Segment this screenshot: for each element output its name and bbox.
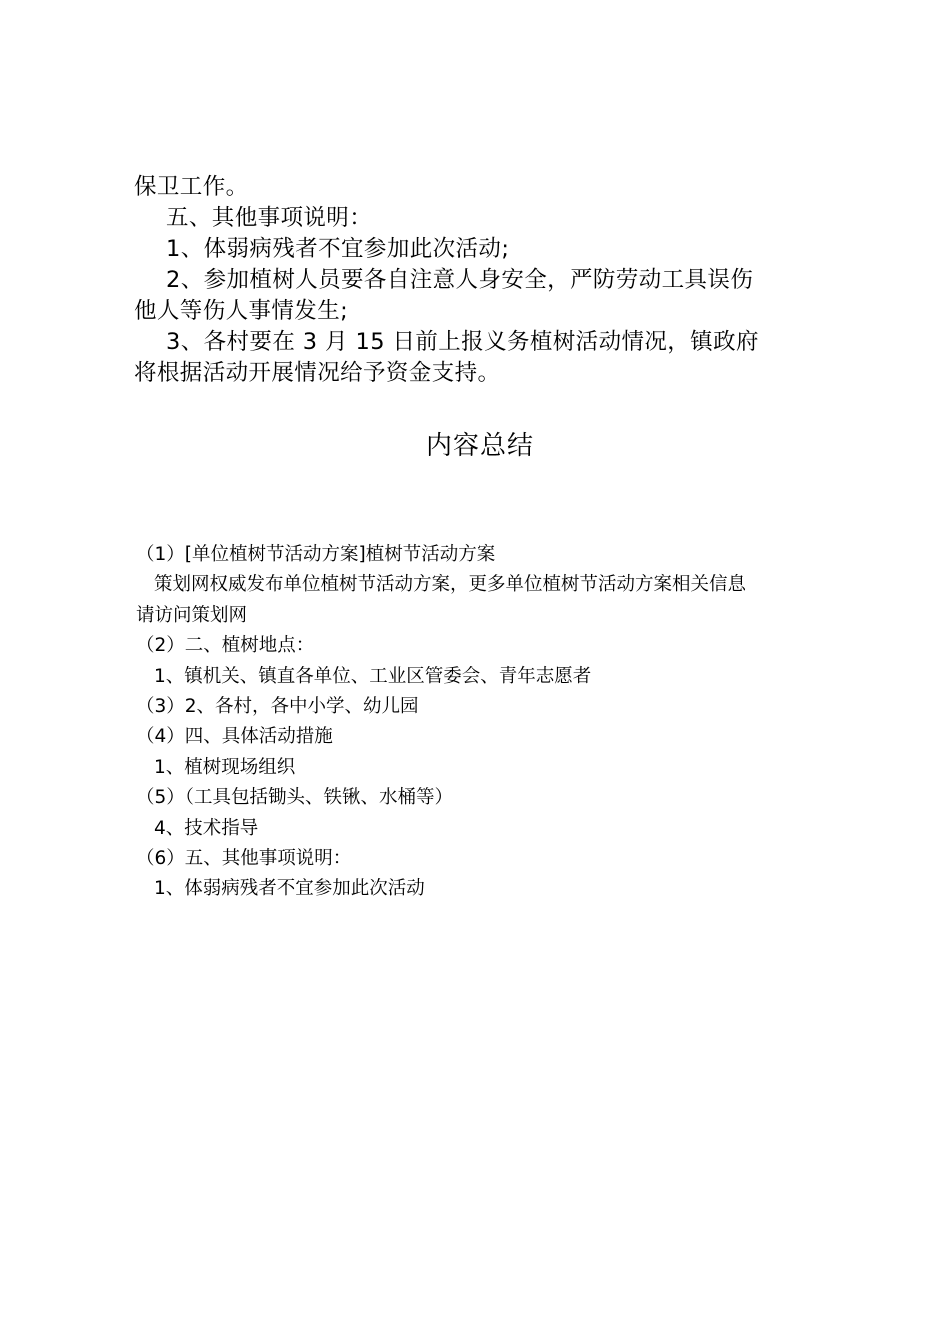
body-text xyxy=(134,172,824,389)
body-line: 将根据活动开展情况给予资金支持。 xyxy=(134,360,501,386)
summary-item: （6）五、其他事项说明： xyxy=(136,848,352,870)
summary-item-description: 策划网权威发布单位植树节活动方案，更多单位植树节活动方案相关信息 xyxy=(154,574,747,596)
summary-sub-item: 1、体弱病残者不宜参加此次活动 xyxy=(154,878,425,900)
body-line: 2、参加植树人员要各自注意人身安全，严防劳动工具误伤 xyxy=(166,267,754,293)
summary-sub-item: 1、植树现场组织 xyxy=(154,756,296,778)
summary-item: （1）[单位植树节活动方案]植树节活动方案 xyxy=(136,544,496,565)
body-line: 1、体弱病残者不宜参加此次活动; xyxy=(166,236,510,262)
body-line: 3、各村要在 3 月 15 日前上报义务植树活动情况，镇政府 xyxy=(166,329,759,355)
summary-title: 内容总结 xyxy=(425,431,534,461)
summary-item: （2）二、植树地点： xyxy=(136,635,315,657)
section-heading: 五、其他事项说明： xyxy=(166,205,373,231)
body-line: 保卫工作。 xyxy=(134,174,249,200)
summary-item: （4）四、具体活动措施 xyxy=(136,726,333,748)
summary-item-description: 请访问策划网 xyxy=(136,604,248,626)
summary-item: （5）（工具包括锄头、铁锹、水桶等） xyxy=(136,787,454,809)
summary-sub-item: 1、镇机关、镇直各单位、工业区管委会、青年志愿者 xyxy=(154,665,592,687)
summary-list xyxy=(136,540,836,905)
body-line: 他人等伤人事情发生; xyxy=(134,298,349,324)
summary-sub-item: 4、技术指导 xyxy=(154,817,259,839)
summary-item: （3）2、各村，各中小学、幼儿园 xyxy=(136,696,419,718)
